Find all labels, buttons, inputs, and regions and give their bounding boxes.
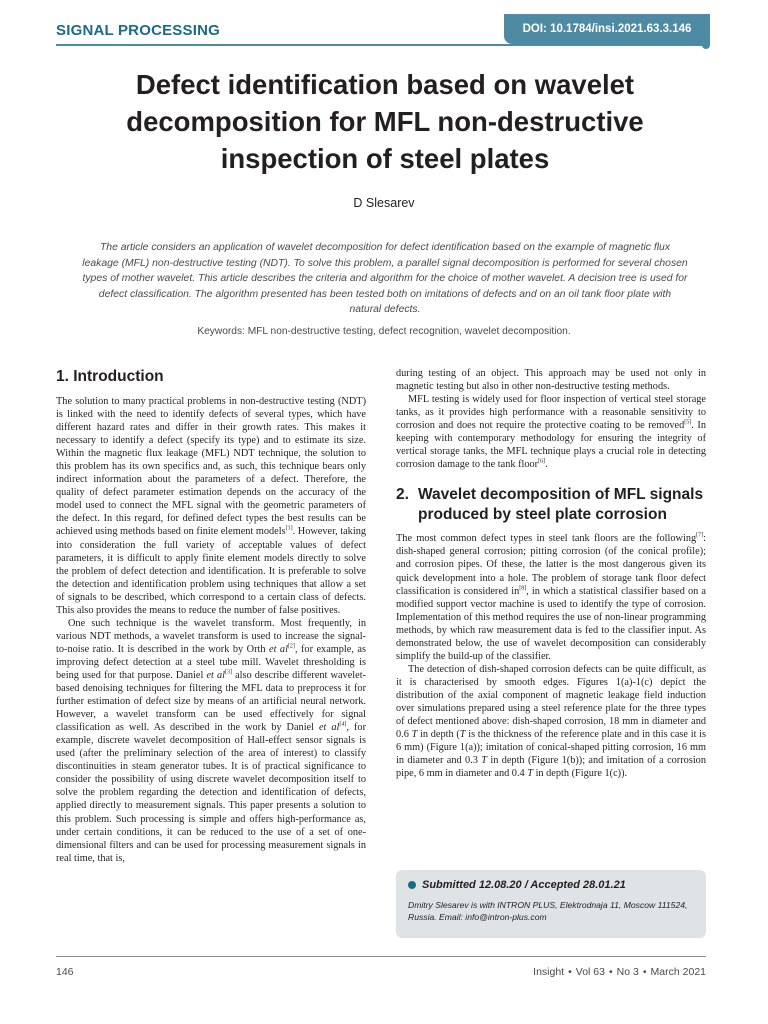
article-title: Defect identification based on wavelet decomposition for MFL non-destructive inspection of steel plates <box>126 69 644 174</box>
citation-8[interactable]: [8] <box>519 585 527 592</box>
left-column <box>56 367 366 865</box>
citation-5[interactable]: [5] <box>684 419 692 426</box>
citation-4[interactable]: [4] <box>339 721 347 728</box>
author-affiliation: Dmitry Slesarev is with INTRON PLUS, Elektrodnaja 11, Moscow 111524, Russia. Email: info@intron-plus.com <box>408 900 688 922</box>
citation-2[interactable]: [2] <box>287 643 295 650</box>
author: D Slesarev <box>353 196 415 210</box>
abstract: The article considers an application of wavelet decomposition for defect identification based on the example of magnetic flux leakage (MFL) non-destructive testing (NDT). To solve this problem, a parallel signal decomposition is performed for several chosen types of mother wavelet. This article describes the criteria and algorithm for the choice of mother wavelet. A decision tree is used for defect classification. The algorithm presented has been tested both on imitations of defects and on an oil tank floor plate with natural defects. <box>82 242 688 316</box>
footer-rule <box>56 956 706 957</box>
journal-date: March 2021 <box>650 966 706 978</box>
journal-issue: No 3 <box>616 966 639 978</box>
section-tag: SIGNAL PROCESSING <box>56 22 220 39</box>
separator-dot: • <box>608 966 613 978</box>
right-column <box>396 367 706 780</box>
citation-3[interactable]: [3] <box>224 669 232 676</box>
section-2-paragraph-1: The most common defect types in steel tank floors are the following[7]: dish-shaped general corrosion; pitting corrosion (of the conical profile); and corrosion pipes. Of these, the latter is the most dangerous given its quick development into a hole. The problem of storage tank floor defect classification is considered in[8], in which a statistical classifier based on a modified support vector machine is used to identify the type of corrosion. Implementation of this method requires the use of non-linear programming methods, by which raw measurement data is fed to the classifier input. As demonstrated below, the use of wavelet decomposition can considerably simplify the build-up of the classifier. <box>396 532 706 662</box>
keywords: Keywords: MFL non-destructive testing, defect recognition, wavelet decomposition. <box>197 326 571 337</box>
header-rule <box>56 44 706 46</box>
intro-paragraph-1: The solution to many practical problems in non-destructive testing (NDT) is linked with the need to identify defects of several types, which have different hazard rates and differ in their growth rates. This makes it necessary to identify a defect (specify its type) and to estimate its size. Within the magnetic flux leakage (MFL) NDT technique, the solution to this problem has its own specifics and, as such, this technique bears only indirect information about the parameters of a defect. Therefore, the quality of defect parameter estimation depends on the accuracy of the model used to connect the MFL signal with the geometric parameters of the defect. In this regard, for defined defect types the best results can be achieved using methods based on finite element models[1]. However, taking into consideration the full variety of acceptable values of defect parameters, it is difficult to apply finite element models directly to solve the problem of defect detection and identification. It is preferable to solve the detection and identification problem using techniques that allow a set of signals to be described, which correspond to a certain class of defects. This also provides the means to reduce the number of false positives. <box>56 396 366 616</box>
section-2-number: 2. <box>396 486 409 504</box>
header-rule-dot <box>702 41 710 49</box>
journal-volume: Vol 63 <box>575 966 605 978</box>
section-2-heading <box>396 485 706 525</box>
bullet-dot-icon <box>408 881 416 889</box>
page-number: 146 <box>56 966 74 978</box>
separator-dot: • <box>642 966 647 978</box>
section-2-title: Wavelet decomposition of MFL signals produced by steel plate corrosion <box>418 486 704 524</box>
journal-name: Insight <box>533 966 565 978</box>
submission-dates-line <box>408 879 694 891</box>
citation-7[interactable]: [7] <box>696 532 704 539</box>
intro-paragraph-4: MFL testing is widely used for floor inspection of vertical steel storage tanks, as it provides high performance with a reasonable sensitivity to corrosion and does not require the protective coating to be removed[5]. In keeping with contemporary methodology for ensuring the integrity of vertical storage tanks, the MFL technique plays a crucial role in detecting corrosion damage to the tank floor[6]. <box>396 394 706 471</box>
submission-dates: Submitted 12.08.20 / Accepted 28.01.21 <box>422 879 626 891</box>
citation-6[interactable]: [6] <box>538 458 546 465</box>
doi-link[interactable]: DOI: 10.1784/insi.2021.63.3.146 <box>504 14 710 44</box>
intro-paragraph-3: during testing of an object. This approach may be used not only in magnetic testing but also in other non-destructive testing methods. <box>396 368 706 393</box>
separator-dot: • <box>568 966 572 978</box>
section-2-paragraph-2: The detection of dish-shaped corrosion defects can be quite difficult, as it is characterised by smooth edges. Figures 1(a)-1(c) depict the distribution of the axial component of magnetic leakage field induction over simulations prepared using a steel reference plate for the three types of defect mentioned above: dish-shaped corrosion, 18 mm in diameter and 0.6 T in depth (T is the thickness of the reference plate and in this case it is 6 mm) (Figure 1(a)); imitation of conical-shaped pitting corrosion, 16 mm in diameter and 0.3 T in depth (Figure 1(b)); and imitation of a corrosion pipe, 6 mm in diameter and 0.4 T in depth (Figure 1(c)). <box>396 663 707 780</box>
intro-paragraph-2: One such technique is the wavelet transform. Most frequently, in various NDT methods, a wavelet transform is used to increase the signal-to-noise ratio. It is described in the work by Orth et al[2], for example, as improving defect detection at a steel tube mill. Wavelet thresholding is being used for that purpose. Daniel et al[3] also describe different wavelet-based denoising techniques for filtering the MFL data to preprocess it for further estimation of defect size by means of an artificial neural network. However, a wavelet transform can be used effectively for signal classification as well. As described in the work by Daniel et al[4], for example, discrete wavelet decomposition of Hall-effect sensor signals is used (after the preliminary selection of the area of interest) to classify discontinuities in steam generator tubes. It is of practical significance to consider the possibility of using discrete wavelet decomposition itself to solve the problem regarding the detection and identification of defects, applied directly to measurement signals. This paper presents a solution to this problem. Such processing is simple and offers high-performance as, under certain conditions, it can be reduced to the use of a set of one-dimensional filters and can be used for processing measurement signals in real time, that is, <box>56 617 366 864</box>
section-1-heading: 1. Introduction <box>56 368 164 385</box>
submission-box <box>396 870 706 938</box>
journal-info <box>533 966 706 978</box>
citation-1[interactable]: [1] <box>285 526 293 533</box>
